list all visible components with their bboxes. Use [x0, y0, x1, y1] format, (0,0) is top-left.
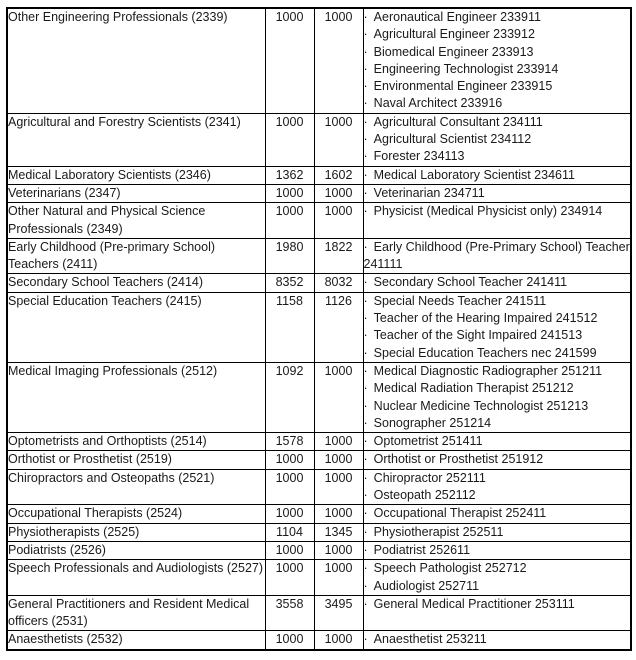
occupation-item: · Physiotherapist 252511 — [364, 524, 631, 541]
occupation-group-cell: Medical Laboratory Scientists (2346) — [7, 166, 265, 184]
value2-cell: 1000 — [314, 469, 363, 505]
table-row — [7, 560, 631, 596]
occupation-item: · Agricultural Scientist 234112 — [364, 131, 631, 148]
value2-cell: 8032 — [314, 274, 363, 292]
occupation-item: · Optometrist 251411 — [364, 433, 631, 450]
value1-cell: 1092 — [265, 362, 314, 432]
occupation-item: · Medical Laboratory Scientist 234611 — [364, 167, 631, 184]
value2-cell: 1000 — [314, 362, 363, 432]
occupation-item: · Medical Diagnostic Radiographer 251211 — [364, 363, 631, 380]
value2-cell: 3495 — [314, 595, 363, 631]
occupation-group-cell: Optometrists and Orthoptists (2514) — [7, 433, 265, 451]
value2-cell: 1000 — [314, 433, 363, 451]
value1-cell: 1000 — [265, 631, 314, 650]
value1-cell: 1000 — [265, 113, 314, 166]
occupation-group-cell: Special Education Teachers (2415) — [7, 292, 265, 362]
table-row — [7, 113, 631, 166]
value1-cell: 1000 — [265, 469, 314, 505]
occupations-cell — [363, 362, 631, 432]
table-row — [7, 433, 631, 451]
table-row — [7, 8, 631, 113]
occupations-cell — [363, 184, 631, 202]
value1-cell: 1158 — [265, 292, 314, 362]
value1-cell: 1362 — [265, 166, 314, 184]
occupation-group-cell: Secondary School Teachers (2414) — [7, 274, 265, 292]
value2-cell: 1000 — [314, 505, 363, 523]
value2-cell: 1126 — [314, 292, 363, 362]
table-row — [7, 238, 631, 274]
value1-cell: 1104 — [265, 523, 314, 541]
occupation-item: · Naval Architect 233916 — [364, 95, 631, 112]
value2-cell: 1000 — [314, 541, 363, 559]
occupations-cell — [363, 8, 631, 113]
occupations-cell — [363, 560, 631, 596]
occupation-item: · Osteopath 252112 — [364, 487, 631, 504]
occupation-group-cell: Veterinarians (2347) — [7, 184, 265, 202]
occupation-item: · Environmental Engineer 233915 — [364, 78, 631, 95]
occupation-item: · Engineering Technologist 233914 — [364, 61, 631, 78]
value2-cell: 1000 — [314, 560, 363, 596]
value1-cell: 1000 — [265, 541, 314, 559]
occupation-item: · Speech Pathologist 252712 — [364, 560, 631, 577]
occupations-cell — [363, 166, 631, 184]
occupation-item: · Chiropractor 252111 — [364, 470, 631, 487]
occupation-item: · Occupational Therapist 252411 — [364, 505, 631, 522]
occupations-cell — [363, 274, 631, 292]
occupation-group-cell: Other Engineering Professionals (2339) — [7, 8, 265, 113]
occupation-item: · Nuclear Medicine Technologist 251213 — [364, 398, 631, 415]
occupation-item: · Biomedical Engineer 233913 — [364, 44, 631, 61]
value1-cell: 1000 — [265, 560, 314, 596]
occupations-cell — [363, 631, 631, 650]
value1-cell: 1980 — [265, 238, 314, 274]
occupation-group-cell: Orthotist or Prosthetist (2519) — [7, 451, 265, 469]
value2-cell: 1602 — [314, 166, 363, 184]
table-row — [7, 505, 631, 523]
occupation-group-cell: Podiatrists (2526) — [7, 541, 265, 559]
occupations-cell — [363, 469, 631, 505]
value2-cell: 1000 — [314, 8, 363, 113]
occupation-item: · Forester 234113 — [364, 148, 631, 165]
occupation-item: · Audiologist 252711 — [364, 578, 631, 595]
value2-cell: 1000 — [314, 203, 363, 239]
occupations-cell — [363, 451, 631, 469]
value1-cell: 1000 — [265, 8, 314, 113]
occupation-item: · General Medical Practitioner 253111 — [364, 596, 631, 613]
occupations-cell — [363, 595, 631, 631]
value2-cell: 1000 — [314, 631, 363, 650]
table-row — [7, 184, 631, 202]
value1-cell: 1000 — [265, 505, 314, 523]
value1-cell: 1000 — [265, 451, 314, 469]
value1-cell: 3558 — [265, 595, 314, 631]
occupation-item: · Special Needs Teacher 241511 — [364, 293, 631, 310]
table-row — [7, 595, 631, 631]
occupation-item: · Anaesthetist 253211 — [364, 631, 631, 648]
table-row — [7, 203, 631, 239]
occupation-item: · Teacher of the Hearing Impaired 241512 — [364, 310, 631, 327]
occupations-cell — [363, 203, 631, 239]
value1-cell: 1000 — [265, 203, 314, 239]
occupation-item: · Physicist (Medical Physicist only) 234914 — [364, 203, 631, 220]
occupation-group-cell: Other Natural and Physical Science Professionals (2349) — [7, 203, 265, 239]
occupation-group-cell: Medical Imaging Professionals (2512) — [7, 362, 265, 432]
value2-cell: 1000 — [314, 113, 363, 166]
occupation-item: · Special Education Teachers nec 241599 — [364, 345, 631, 362]
occupations-cell — [363, 113, 631, 166]
value2-cell: 1000 — [314, 184, 363, 202]
occupations-cell — [363, 433, 631, 451]
occupation-item: · Sonographer 251214 — [364, 415, 631, 432]
occupation-item: · Podiatrist 252611 — [364, 542, 631, 559]
value1-cell: 8352 — [265, 274, 314, 292]
occupation-item: · Teacher of the Sight Impaired 241513 — [364, 327, 631, 344]
occupations-cell — [363, 523, 631, 541]
occupation-group-cell: Anaesthetists (2532) — [7, 631, 265, 650]
value1-cell: 1000 — [265, 184, 314, 202]
occupations-cell — [363, 505, 631, 523]
occupation-ceiling-table — [6, 7, 632, 651]
table-row — [7, 523, 631, 541]
occupation-item: · Aeronautical Engineer 233911 — [364, 9, 631, 26]
value2-cell: 1345 — [314, 523, 363, 541]
occupation-group-cell: Occupational Therapists (2524) — [7, 505, 265, 523]
table-body — [7, 8, 631, 650]
occupations-cell — [363, 238, 631, 274]
occupation-item: · Agricultural Engineer 233912 — [364, 26, 631, 43]
table-row — [7, 166, 631, 184]
occupation-group-cell: Agricultural and Forestry Scientists (2341) — [7, 113, 265, 166]
table-row — [7, 541, 631, 559]
table-row — [7, 469, 631, 505]
table-row — [7, 362, 631, 432]
occupation-group-cell: Chiropractors and Osteopaths (2521) — [7, 469, 265, 505]
occupation-item: · Secondary School Teacher 241411 — [364, 274, 631, 291]
occupation-group-cell: Physiotherapists (2525) — [7, 523, 265, 541]
occupation-item: · Orthotist or Prosthetist 251912 — [364, 451, 631, 468]
occupations-cell — [363, 541, 631, 559]
occupation-group-cell: Speech Professionals and Audiologists (2527) — [7, 560, 265, 596]
occupation-item: · Veterinarian 234711 — [364, 185, 631, 202]
occupation-item: · Medical Radiation Therapist 251212 — [364, 380, 631, 397]
occupation-group-cell: Early Childhood (Pre-primary School) Teachers (2411) — [7, 238, 265, 274]
table-row — [7, 292, 631, 362]
occupation-group-cell: General Practitioners and Resident Medical officers (2531) — [7, 595, 265, 631]
occupation-item: · Agricultural Consultant 234111 — [364, 114, 631, 131]
table-row — [7, 274, 631, 292]
value1-cell: 1578 — [265, 433, 314, 451]
table-row — [7, 451, 631, 469]
table-row — [7, 631, 631, 650]
occupation-item: · Early Childhood (Pre-Primary School) Teacher 241111 — [364, 239, 631, 274]
occupations-cell — [363, 292, 631, 362]
value2-cell: 1822 — [314, 238, 363, 274]
value2-cell: 1000 — [314, 451, 363, 469]
